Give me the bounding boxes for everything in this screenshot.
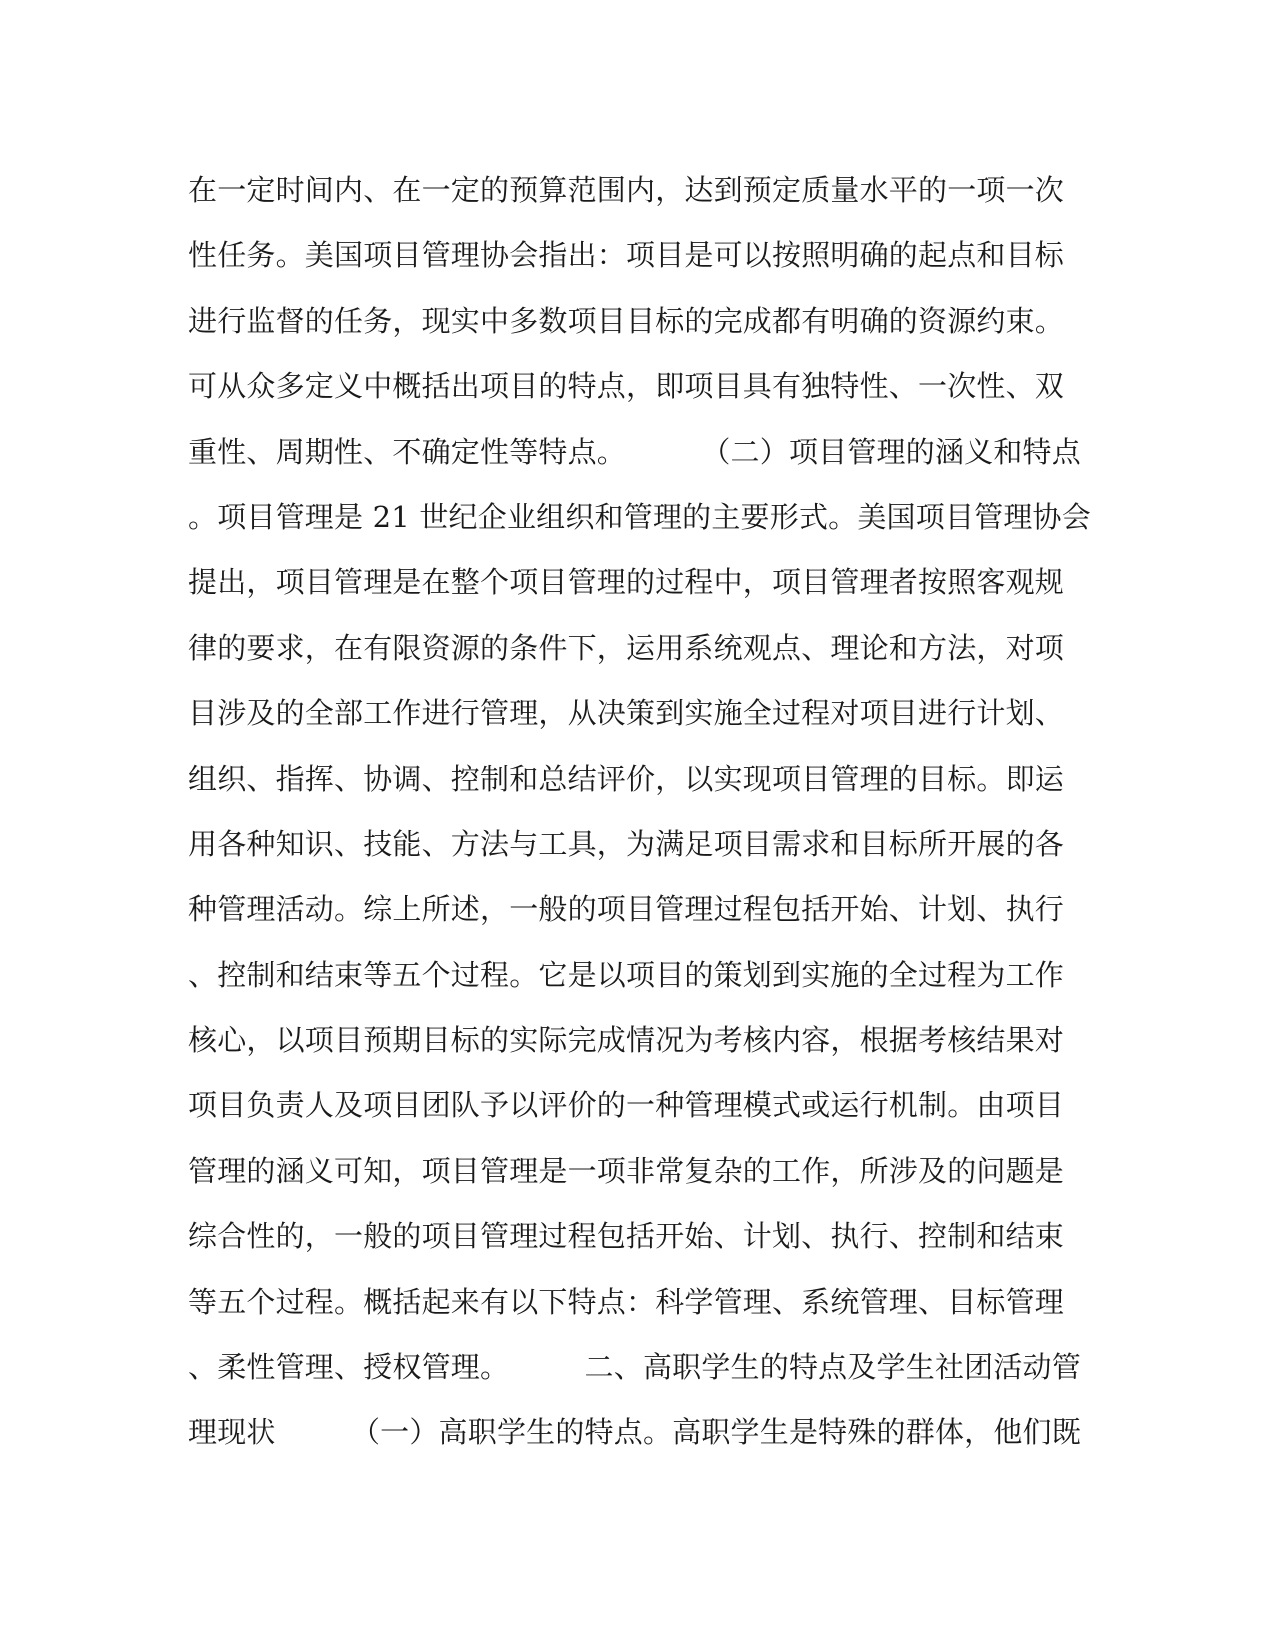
- body-text: [188, 158, 1091, 1466]
- text-line: 管理的涵义可知，项目管理是一项非常复杂的工作，所涉及的问题是: [188, 1153, 1065, 1188]
- text-line: 核心，以项目预期目标的实际完成情况为考核内容，根据考核结果对: [188, 1023, 1065, 1058]
- text-line: 。项目管理是 21 世纪企业组织和管理的主要形式。美国项目管理协会: [188, 499, 1091, 534]
- text-line: 性任务。美国项目管理协会指出：项目是可以按照明确的起点和目标: [188, 238, 1065, 273]
- text-line: 可从众多定义中概括出项目的特点，即项目具有独特性、一次性、双: [188, 369, 1065, 404]
- text-line: 用各种知识、技能、方法与工具，为满足项目需求和目标所开展的各: [188, 826, 1065, 861]
- text-line: 项目负责人及项目团队予以评价的一种管理模式或运行机制。由项目: [188, 1088, 1065, 1123]
- text-line: 理现状 （一）高职学生的特点。高职学生是特殊的群体，他们既: [188, 1415, 1081, 1450]
- text-line: 、柔性管理、授权管理。 二、高职学生的特点及学生社团活动管: [188, 1350, 1081, 1385]
- text-line: 、控制和结束等五个过程。它是以项目的策划到实施的全过程为工作: [188, 957, 1065, 992]
- text-line: 律的要求，在有限资源的条件下，运用系统观点、理论和方法，对项: [188, 630, 1065, 665]
- text-line: 种管理活动。综上所述，一般的项目管理过程包括开始、计划、执行: [188, 892, 1065, 927]
- text-line: 综合性的，一般的项目管理过程包括开始、计划、执行、控制和结束: [188, 1219, 1065, 1254]
- text-line: 目涉及的全部工作进行管理，从决策到实施全过程对项目进行计划、: [188, 696, 1065, 731]
- text-line: 等五个过程。概括起来有以下特点：科学管理、系统管理、目标管理: [188, 1284, 1065, 1319]
- text-line: 提出，项目管理是在整个项目管理的过程中，项目管理者按照客观规: [188, 565, 1065, 600]
- text-line: 进行监督的任务，现实中多数项目目标的完成都有明确的资源约束。: [188, 303, 1065, 338]
- text-line: 重性、周期性、不确定性等特点。 （二）项目管理的涵义和特点: [188, 434, 1081, 469]
- text-line: 组织、指挥、协调、控制和总结评价，以实现项目管理的目标。即运: [188, 761, 1065, 796]
- text-line: 在一定时间内、在一定的预算范围内，达到预定质量水平的一项一次: [188, 173, 1065, 207]
